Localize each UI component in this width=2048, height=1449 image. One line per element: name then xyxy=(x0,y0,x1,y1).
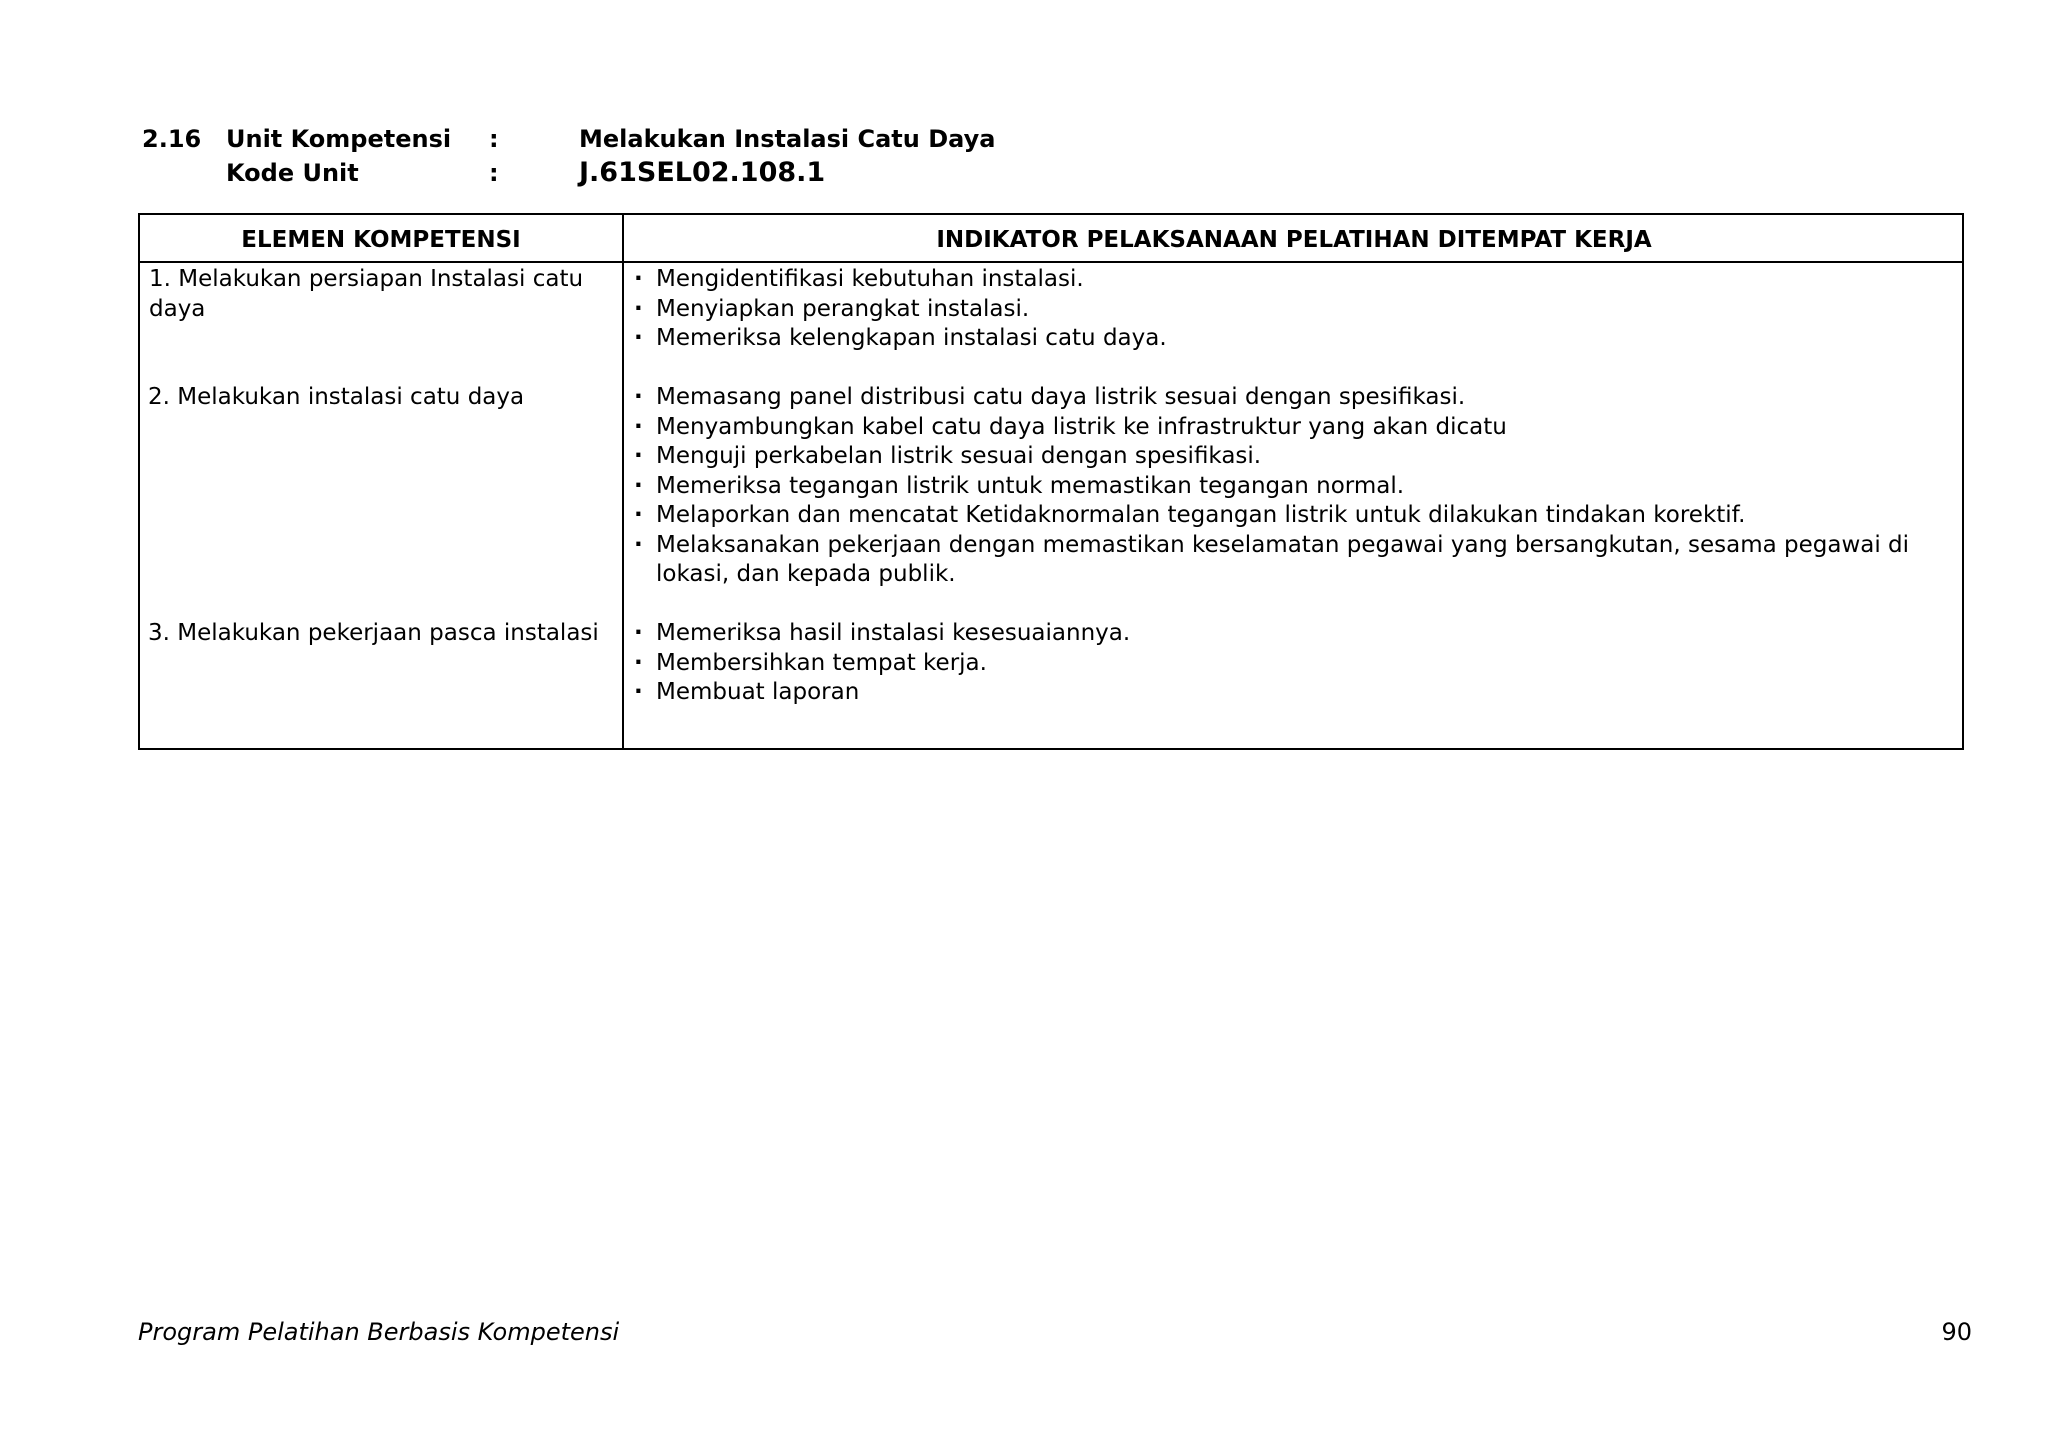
unit-colon: : xyxy=(489,125,499,153)
unit-value: Melakukan Instalasi Catu Daya xyxy=(579,125,996,153)
column-divider xyxy=(622,215,624,748)
table-header-row xyxy=(140,215,1962,263)
code-colon: : xyxy=(489,159,499,187)
indicator-list-2 xyxy=(634,383,1952,590)
indicator-item: · Membersihkan tempat kerja. xyxy=(634,649,1952,679)
element-3: 3. Melakukan pekerjaan pasca instalasi xyxy=(148,620,599,646)
indicator-item: · Menyiapkan perangkat instalasi. xyxy=(634,295,1952,325)
header-indicator: INDIKATOR PELAKSANAAN PELATIHAN DITEMPAT KERJA xyxy=(936,227,1652,253)
indicator-list-1 xyxy=(634,265,1952,354)
indicator-item: · Membuat laporan xyxy=(634,678,1952,708)
section-number: 2.16 xyxy=(142,125,202,153)
indicator-item: · Memeriksa hasil instalasi kesesuaiannya. xyxy=(634,619,1952,649)
indicator-item: · Memeriksa kelengkapan instalasi catu daya. xyxy=(634,324,1952,354)
code-label: Kode Unit xyxy=(226,159,359,187)
indicator-item: · Memeriksa tegangan listrik untuk memastikan tegangan normal. xyxy=(634,472,1952,502)
footer-title: Program Pelatihan Berbasis Kompetensi xyxy=(138,1318,620,1346)
indicator-item: · Memasang panel distribusi catu daya listrik sesuai dengan spesifikasi. xyxy=(634,383,1952,413)
header-element: ELEMEN KOMPETENSI xyxy=(241,227,521,253)
competency-table xyxy=(138,213,1964,750)
page-number: 90 xyxy=(1941,1318,1972,1346)
indicator-item: · Melaksanakan pekerjaan dengan memastikan keselamatan pegawai yang bersangkutan, sesama pegawai di lokasi, dan kepada publik. xyxy=(634,531,1952,590)
indicator-list-3 xyxy=(634,619,1952,708)
indicator-item: · Menyambungkan kabel catu daya listrik ke infrastruktur yang akan dicatu xyxy=(634,413,1952,443)
indicator-item: · Melaporkan dan mencatat Ketidaknormalan tegangan listrik untuk dilakukan tindakan korektif. xyxy=(634,501,1952,531)
indicator-item: · Mengidentifikasi kebutuhan instalasi. xyxy=(634,265,1952,295)
indicator-item: · Menguji perkabelan listrik sesuai dengan spesifikasi. xyxy=(634,442,1952,472)
element-1: 1. Melakukan persiapan Instalasi catu daya xyxy=(149,266,584,322)
element-2: 2. Melakukan instalasi catu daya xyxy=(148,384,525,410)
unit-label: Unit Kompetensi xyxy=(226,125,452,153)
code-value: J.61SEL02.108.1 xyxy=(579,157,826,188)
